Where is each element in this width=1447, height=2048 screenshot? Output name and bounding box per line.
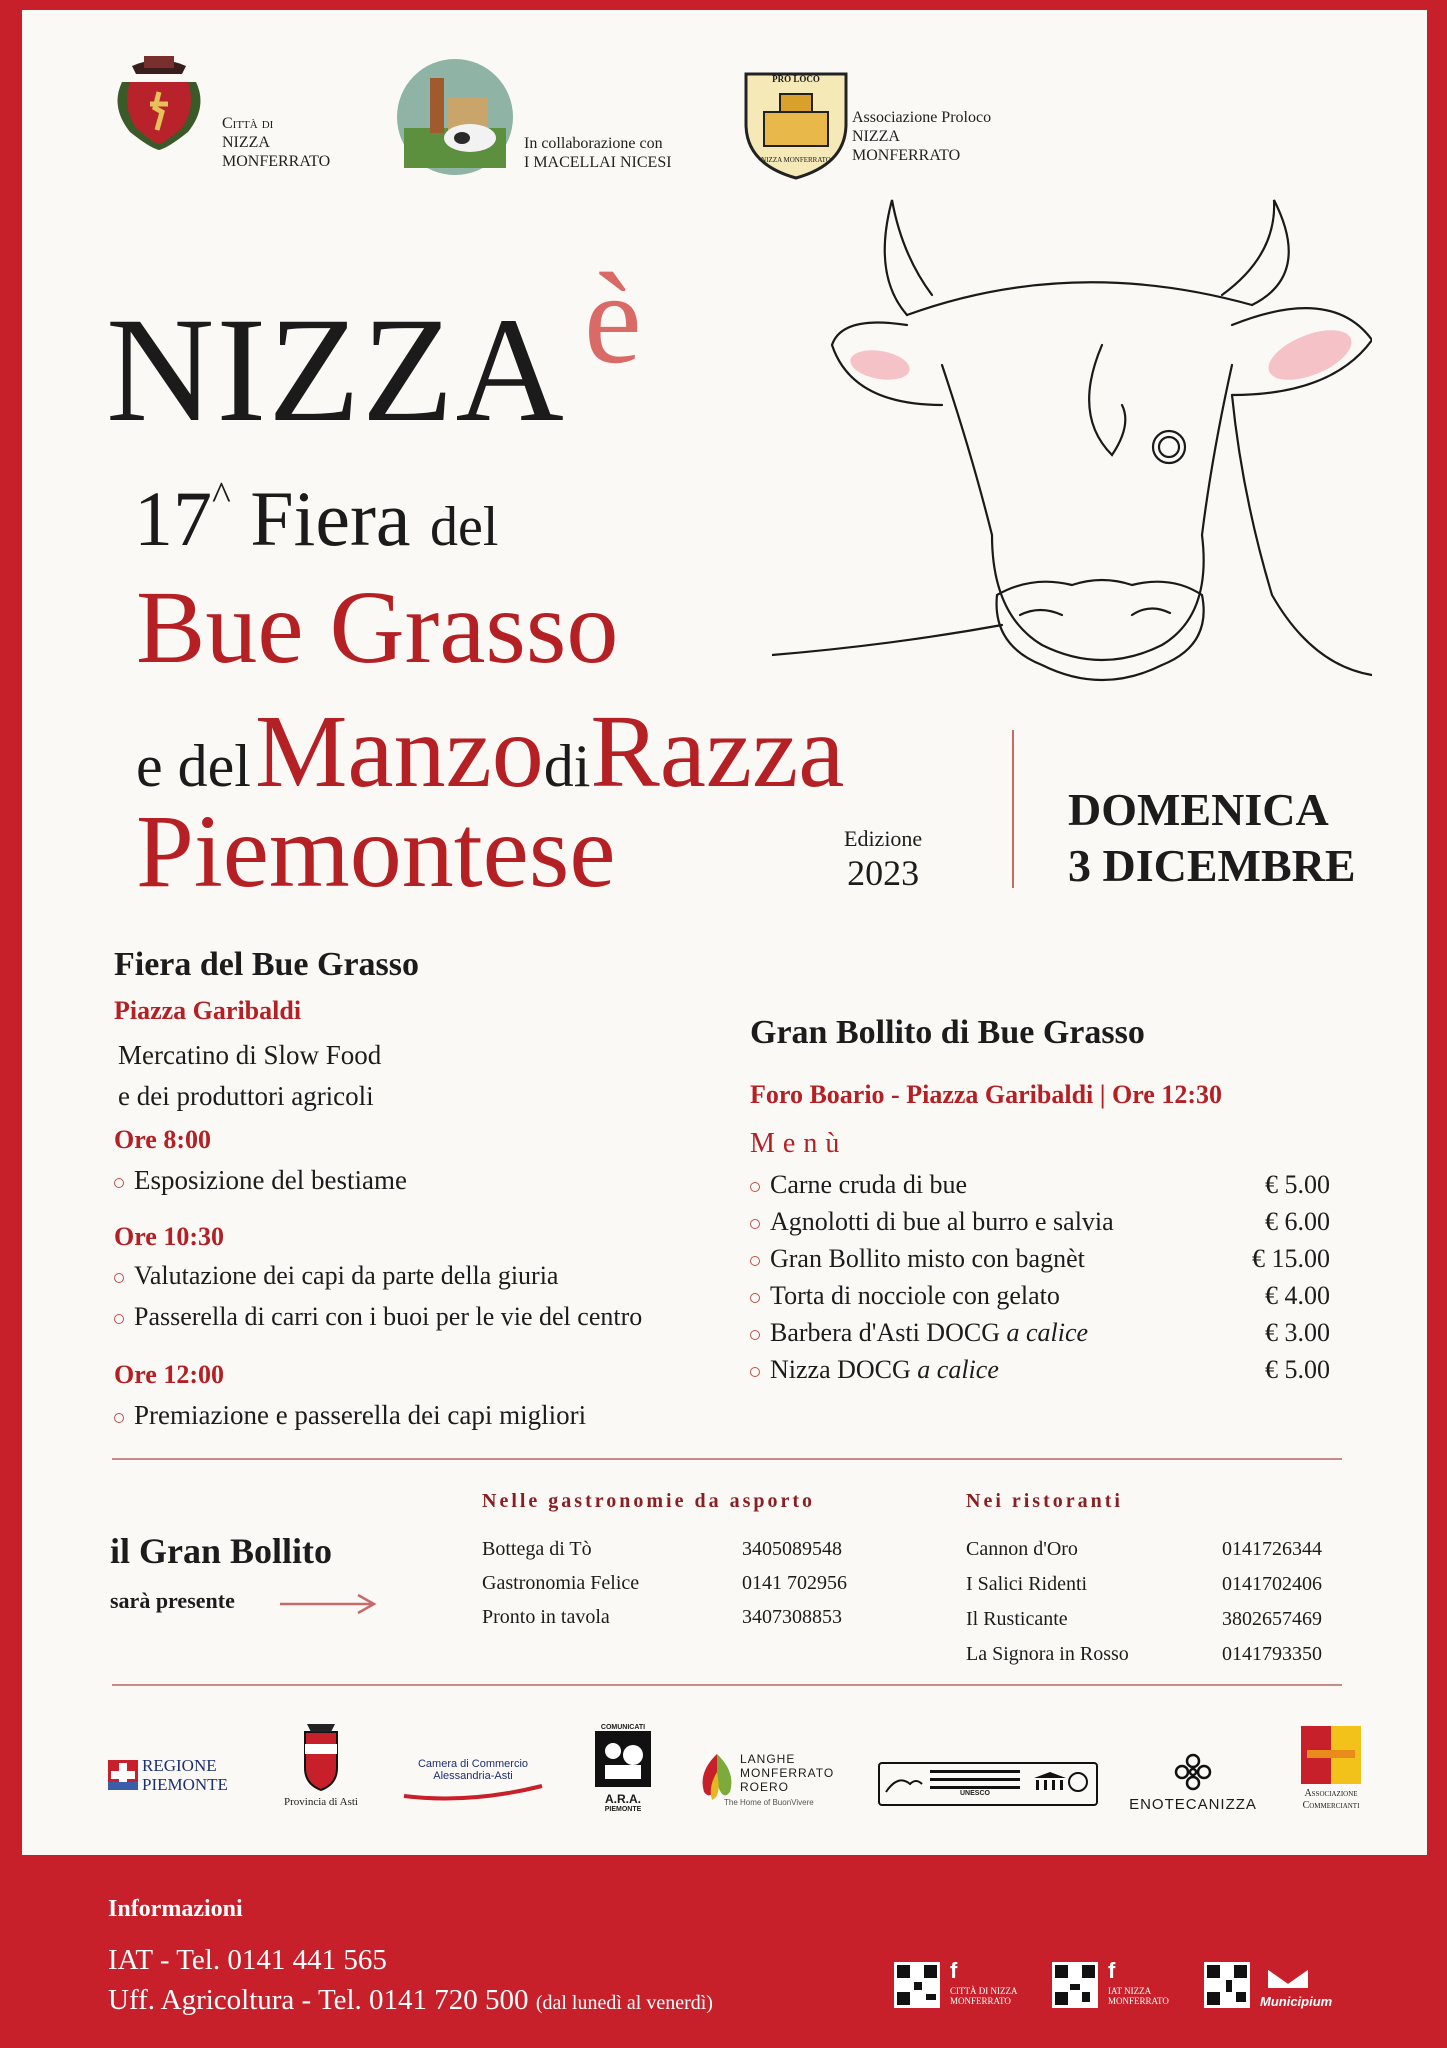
bollito-heading: Gran Bollito di Bue Grasso: [750, 1014, 1145, 1051]
city-caption: Città di NIZZA MONFERRATO: [222, 115, 331, 170]
bullet-icon: [750, 1219, 760, 1229]
unesco-logo: UNESCO: [878, 1762, 1098, 1806]
commercianti-logo: Associazione Commercianti: [1288, 1726, 1374, 1826]
bullet-icon: [750, 1330, 760, 1340]
gran-bollito-sub: sarà presente: [110, 1588, 235, 1613]
fiera-time-1: Ore 8:00: [114, 1125, 211, 1154]
ara-animals-icon: [595, 1731, 651, 1787]
municipium-label: Municipium: [1260, 1994, 1333, 2009]
langhe-leaf-icon: [698, 1752, 736, 1802]
menu-row: Nizza DOCG a calice € 5.00: [750, 1355, 1330, 1385]
menu-row: Barbera d'Asti DOCG a calice € 3.00: [750, 1318, 1330, 1348]
list-item: Cannon d'Oro 0141726344: [966, 1538, 1322, 1560]
fiera-desc1: Mercatino di Slow Food: [118, 1040, 382, 1070]
camera-commercio-logo: Camera di Commercio Alessandria-Asti: [400, 1758, 546, 1802]
social-city-caption: CITTÀ DI NIZZA MONFERRATO: [950, 1986, 1018, 2006]
provincia-crest-icon: [299, 1722, 343, 1792]
title-e-accent: è: [584, 247, 642, 391]
title-piemontese: Piemontese: [136, 794, 616, 909]
social-iat-caption: IAT NIZZA MONFERRATO: [1108, 1986, 1169, 2006]
bullet-icon: [114, 1178, 124, 1188]
commercianti-icon: [1301, 1726, 1361, 1784]
fiera-desc2: e dei produttori agricoli: [118, 1081, 374, 1111]
list-item: La Signora in Rosso 0141793350: [966, 1643, 1322, 1665]
unesco-temple-icon: [1030, 1770, 1090, 1794]
title-razza: Razza: [590, 694, 845, 809]
footer-iat: IAT - Tel. 0141 441 565: [108, 1944, 387, 1976]
enoteca-flower-icon: [1173, 1752, 1213, 1792]
bullet-icon: [750, 1182, 760, 1192]
bullet-icon: [750, 1293, 760, 1303]
proloco-badge-text: PRO LOCO: [772, 74, 820, 84]
regione-flag-icon: [108, 1760, 138, 1790]
proloco-caption: Associazione Proloco NIZZA MONFERRATO: [852, 109, 992, 164]
fiera-item: Passerella di carri con i buoi per le vie del centro: [114, 1302, 642, 1332]
list-item: Pronto in tavola 3407308853: [482, 1606, 842, 1628]
menu-label: Menù: [750, 1128, 848, 1159]
collab-caption: In collaborazione con I MACELLAI NICESI: [524, 135, 672, 171]
city-crest-icon: [110, 52, 208, 152]
macellai-logo-icon: [396, 58, 514, 176]
title-nizza: NIZZA: [106, 287, 566, 453]
poster-sheet: [22, 10, 1427, 1855]
facebook-icon: f: [950, 1958, 958, 1983]
edition-year: 2023: [847, 853, 920, 893]
list-item: I Salici Ridenti 0141702406: [966, 1573, 1322, 1595]
arrow-right-icon: [278, 1592, 378, 1616]
edition-label: Edizione: [844, 826, 923, 851]
title-ordinal-mark: ^: [212, 473, 231, 518]
date-block: [1068, 782, 1356, 894]
title-bue-grasso: Bue Grasso: [136, 570, 619, 685]
qr-code-icon: [1204, 1962, 1250, 2008]
footer-uff: Uff. Agricoltura - Tel. 0141 720 500 (dal lunedì al venerdì): [108, 1984, 713, 2016]
proloco-badge: [742, 64, 850, 180]
footer-info-label: Informazioni: [108, 1896, 243, 1922]
regione-logo: REGIONE PIEMONTE: [108, 1754, 230, 1798]
date-day: DOMENICA: [1068, 784, 1329, 835]
title-fiera: Fiera: [250, 475, 411, 562]
menu-row: Agnolotti di bue al burro e salvia € 6.00: [750, 1207, 1330, 1237]
title-manzo-line: [136, 694, 845, 809]
ristoranti-label: Nei ristoranti: [966, 1490, 1123, 1512]
bullet-icon: [114, 1314, 124, 1324]
list-item: Il Rusticante 3802657469: [966, 1608, 1322, 1630]
fiera-item: Valutazione dei capi da parte della giuria: [114, 1261, 558, 1291]
menu-row: Torta di nocciole con gelato € 4.00: [750, 1281, 1330, 1311]
unesco-hills-icon: [884, 1770, 924, 1796]
bullet-icon: [114, 1273, 124, 1283]
fiera-item: Esposizione del bestiame: [114, 1165, 407, 1196]
date-divider: [1012, 730, 1014, 888]
title-manzo: Manzo: [254, 694, 544, 809]
gran-bollito-heading: il Gran Bollito: [110, 1531, 333, 1571]
qr-code-municipium[interactable]: [1204, 1962, 1344, 2014]
fiera-item: Premiazione e passerella dei capi migliori: [114, 1400, 586, 1431]
qr-code-icon: [894, 1962, 940, 2008]
title-e-del: e del: [136, 733, 251, 799]
title-edition-number: 17: [134, 475, 212, 562]
facebook-icon: f: [1108, 1958, 1116, 1983]
enoteca-logo: ENOTECANIZZA: [1128, 1752, 1258, 1822]
fiera-time-3: Ore 12:00: [114, 1360, 224, 1389]
date-date: 3 DICEMBRE: [1068, 840, 1356, 891]
camera-swoosh-icon: [400, 1782, 546, 1802]
title-di: di: [543, 733, 591, 799]
cow-line-drawing-icon: [772, 195, 1372, 695]
asporto-list: [482, 1532, 902, 1634]
fiera-place: Piazza Garibaldi: [114, 996, 302, 1025]
list-item: Bottega di Tò 3405089548: [482, 1538, 842, 1560]
municipium-logo-icon: [1266, 1962, 1310, 1990]
ara-logo: COMUNICATI A.R.A. PIEMONTE: [594, 1724, 652, 1834]
divider-bottom: [112, 1684, 1342, 1686]
bullet-icon: [114, 1413, 124, 1423]
fiera-time-2: Ore 10:30: [114, 1222, 224, 1251]
bollito-place: Foro Boario - Piazza Garibaldi | Ore 12:30: [750, 1080, 1222, 1109]
qr-code-icon: [1052, 1962, 1098, 2008]
asporto-label: Nelle gastronomie da asporto: [482, 1490, 816, 1512]
edition-block: [844, 826, 922, 894]
ristoranti-list: [966, 1532, 1366, 1672]
provincia-logo: Provincia di Asti: [266, 1722, 376, 1842]
bullet-icon: [750, 1256, 760, 1266]
divider-top: [112, 1458, 1342, 1460]
bullet-icon: [750, 1367, 760, 1377]
menu-row: Carne cruda di bue € 5.00: [750, 1170, 1330, 1200]
proloco-badge-bottom-text: NIZZA MONFERRATO: [761, 156, 831, 164]
menu-list: [750, 1170, 1330, 1400]
title-del: del: [430, 496, 499, 558]
menu-row: Gran Bollito misto con bagnèt € 15.00: [750, 1244, 1330, 1274]
title-fiera-line: [134, 473, 499, 562]
qr-code-iat[interactable]: [1052, 1958, 1202, 2014]
fiera-heading: Fiera del Bue Grasso: [114, 946, 420, 983]
list-item: Gastronomia Felice 0141 702956: [482, 1572, 847, 1594]
langhe-logo: LANGHE MONFERRATO ROERO The Home of BuonVivere: [698, 1750, 848, 1810]
